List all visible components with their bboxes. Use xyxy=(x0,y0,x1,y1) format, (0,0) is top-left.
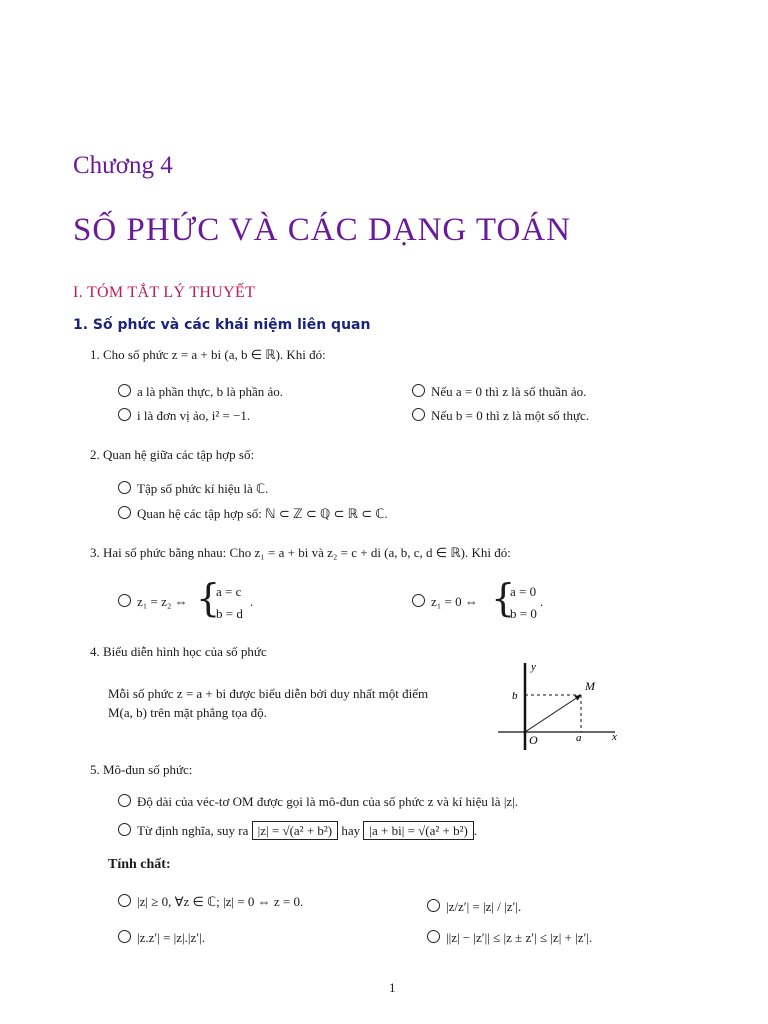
item3-right-lhs: z₁ = 0 ⇔ xyxy=(431,594,478,609)
om-vector xyxy=(525,695,581,732)
circle-bullet-icon xyxy=(118,481,131,494)
item5-bullet2 xyxy=(118,823,477,839)
property-1-text: |z| ≥ 0, ∀z ∈ ℂ; |z| = 0 ⇔ z = 0. xyxy=(137,894,304,909)
chapter-title: SỐ PHỨC VÀ CÁC DẠNG TOÁN xyxy=(73,212,571,248)
item5-b1: Độ dài của véc-tơ OM được gọi là mô-đun của số phức z và kí hiệu là |z|. xyxy=(137,794,519,809)
item5-text: 5. Mô-đun số phức: xyxy=(90,762,193,777)
item1-b2: Nếu a = 0 thì z là số thuần ảo. xyxy=(431,384,587,399)
item3-right-eq xyxy=(412,594,478,610)
item3-left-eq xyxy=(118,594,188,610)
modulus-formula-box: |z| = √(a² + b²) xyxy=(252,821,339,840)
property-3 xyxy=(118,930,205,946)
item5-bullet1 xyxy=(118,794,518,810)
property-4 xyxy=(427,930,592,946)
modulus-formula-box-2: |a + bi| = √(a² + b²) xyxy=(363,821,473,840)
item5-b2-end: . xyxy=(473,823,478,838)
circle-bullet-icon xyxy=(118,794,131,807)
item2-bullet1 xyxy=(118,481,268,497)
item5-b2-mid: hay xyxy=(341,823,361,838)
y-label: y xyxy=(531,661,536,673)
left-brace-icon: { xyxy=(196,576,221,620)
circle-bullet-icon xyxy=(118,894,131,907)
item1-text: 1. Cho số phức z = a + bi (a, b ∈ ℝ). Khi đó: xyxy=(90,347,326,362)
x-label: x xyxy=(612,731,617,743)
circle-bullet-icon xyxy=(412,594,425,607)
item4-text: 4. Biểu diễn hình học của số phức xyxy=(90,644,267,659)
page-number: 1 xyxy=(389,980,396,995)
item4-line2: M(a, b) trên mặt phẳng tọa độ. xyxy=(108,705,267,720)
property-1 xyxy=(118,894,303,910)
item1-bullet3 xyxy=(118,408,250,424)
circle-bullet-icon xyxy=(118,930,131,943)
circle-bullet-icon xyxy=(427,899,440,912)
item2-b1: Tập số phức kí hiệu là ℂ. xyxy=(137,481,269,496)
item1-b3: i là đơn vị ảo, i² = −1. xyxy=(137,408,251,423)
item4-line1: Mỗi số phức z = a + bi được biểu diễn bởi duy nhất một điểm xyxy=(108,686,429,701)
item3-left-top: a = c xyxy=(216,584,242,599)
circle-bullet-icon xyxy=(118,384,131,397)
circle-bullet-icon xyxy=(118,506,131,519)
item5-b2-pre: Từ định nghĩa, suy ra xyxy=(137,823,249,838)
chapter-label: Chương 4 xyxy=(73,152,173,179)
property-3-text: |z.z′| = |z|.|z′|. xyxy=(137,930,205,945)
item3-left-bot: b = d xyxy=(216,606,243,621)
item1-bullet4 xyxy=(412,408,589,424)
item3-text: 3. Hai số phức bằng nhau: Cho z₁ = a + bi và z₂ = c + di (a, b, c, d ∈ ℝ). Khi đó: xyxy=(90,545,511,560)
property-2-text: |z/z′| = |z| / |z′|. xyxy=(446,899,522,914)
property-4-text: ||z| − |z′|| ≤ |z ± z′| ≤ |z| + |z′|. xyxy=(446,930,593,945)
circle-bullet-icon xyxy=(427,930,440,943)
circle-bullet-icon xyxy=(118,823,131,836)
item1-b1: a là phần thực, b là phần ảo. xyxy=(137,384,284,399)
circle-bullet-icon xyxy=(118,408,131,421)
circle-bullet-icon xyxy=(118,594,131,607)
right-brace-icon: { xyxy=(491,576,516,620)
item3-left-dot: . xyxy=(250,594,254,609)
item3-right-bot: b = 0 xyxy=(510,606,537,621)
item3-left-lhs: z₁ = z₂ ⇔ xyxy=(137,594,188,609)
circle-bullet-icon xyxy=(412,384,425,397)
a-label: a xyxy=(576,732,582,744)
section-heading: I. TÓM TẮT LÝ THUYẾT xyxy=(73,284,256,301)
properties-title: Tính chất: xyxy=(108,857,171,872)
item2-b2: Quan hệ các tập hợp số: ℕ ⊂ ℤ ⊂ ℚ ⊂ ℝ ⊂ ℂ. xyxy=(137,506,388,521)
item1-bullet2 xyxy=(412,384,586,400)
item1-bullet1 xyxy=(118,384,283,400)
item3-right-top: a = 0 xyxy=(510,584,537,599)
subsection-heading: 1. Số phức và các khái niệm liên quan xyxy=(73,317,371,333)
property-2 xyxy=(427,899,521,915)
m-label: M xyxy=(585,679,595,693)
item2-bullet2 xyxy=(118,506,388,522)
circle-bullet-icon xyxy=(412,408,425,421)
item1-b4: Nếu b = 0 thì z là một số thực. xyxy=(431,408,590,423)
item3-right-dot: . xyxy=(540,594,544,609)
b-label: b xyxy=(512,690,518,702)
item2-text: 2. Quan hệ giữa các tập hợp số: xyxy=(90,447,255,462)
complex-plane-figure xyxy=(490,655,630,755)
origin-label: O xyxy=(529,733,538,747)
